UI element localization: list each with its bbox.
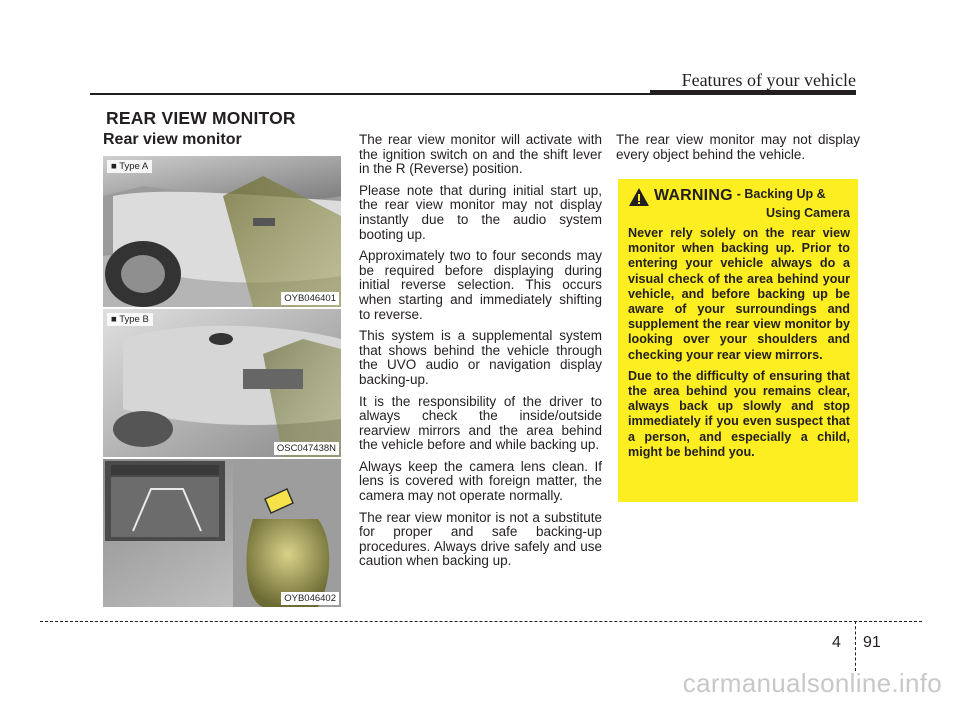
running-header: Features of your vehicle bbox=[681, 70, 856, 90]
warning-subtitle-line2: Using Camera bbox=[765, 206, 850, 220]
paragraph: The rear view monitor will activate with the ignition switch on and the shift lever in the R (Reverse) position. bbox=[359, 132, 602, 177]
footer-rule bbox=[40, 621, 922, 622]
paragraph: The rear view monitor may not display every object behind the vehicle. bbox=[616, 132, 860, 162]
warning-box bbox=[618, 179, 858, 502]
paragraph: Always keep the camera lens clean. If lens is covered with foreign matter, the camera may not operate normally. bbox=[359, 458, 602, 504]
paragraph: It is the responsibility of the driver to always check the inside/outside rearview mirrors and the area behind the vehicle before and while backing up. bbox=[359, 393, 602, 453]
figure-type-a bbox=[103, 156, 341, 307]
paragraph: This system is a supplemental system that shows behind the vehicle through the UVO audio or navigation display backing-up. bbox=[359, 328, 602, 387]
warning-triangle-icon bbox=[628, 187, 650, 207]
figure-type-a-label: ■ Type A bbox=[107, 160, 152, 173]
shift-lever-illustration bbox=[103, 459, 341, 607]
paragraph: Approximately two to four seconds may be required before displaying during initial reverse selection. This occurs when starting and immediately shifting to reverse. bbox=[359, 248, 602, 322]
paragraph: The rear view monitor is not a substitute for proper and safe backing-up procedures. Always drive safely and use caution when backing up. bbox=[359, 509, 602, 569]
rear-camera-type-a-illustration bbox=[103, 156, 341, 307]
footer-divider bbox=[855, 621, 856, 671]
warning-header bbox=[628, 187, 850, 207]
subsection-title: Rear view monitor bbox=[103, 131, 242, 148]
watermark: carmanualsonline.info bbox=[682, 668, 942, 698]
figure-type-a-code: OYB046401 bbox=[281, 292, 339, 305]
section-title: REAR VIEW MONITOR bbox=[106, 108, 296, 128]
right-column bbox=[616, 133, 860, 169]
warning-title: WARNING bbox=[654, 187, 733, 204]
page-number: 91 bbox=[863, 634, 881, 651]
warning-paragraph: Never rely solely on the rear view monitor when backing up. Prior to entering your vehicle always do a visual check of the area behind your vehicle, and before backing up be aware of your surroundings and supplement the rear view monitor by looking over your shoulders and checking your rear view mirrors. bbox=[628, 226, 850, 362]
warning-subtitle-line1: - Backing Up & bbox=[736, 187, 826, 201]
figure-type-b bbox=[103, 309, 341, 457]
figure-shift-lever bbox=[103, 459, 341, 607]
figure-type-b-label: ■ Type B bbox=[107, 313, 153, 326]
rear-camera-type-b-illustration bbox=[103, 309, 341, 457]
middle-column bbox=[359, 133, 602, 576]
figure-type-b-code: OSC047438N bbox=[274, 442, 339, 455]
figure-shift-lever-code: OYB046402 bbox=[281, 592, 339, 605]
paragraph: Please note that during initial start up, the rear view monitor may not display instantly due to the audio system booting up. bbox=[359, 182, 602, 242]
chapter-number: 4 bbox=[832, 634, 841, 651]
header-rule-accent bbox=[650, 90, 856, 95]
warning-paragraph: Due to the difficulty of ensuring that the area behind you remains clear, always back up slowly and stop immediately if you even suspect that a person, and especially a child, might be behind you. bbox=[628, 368, 850, 459]
